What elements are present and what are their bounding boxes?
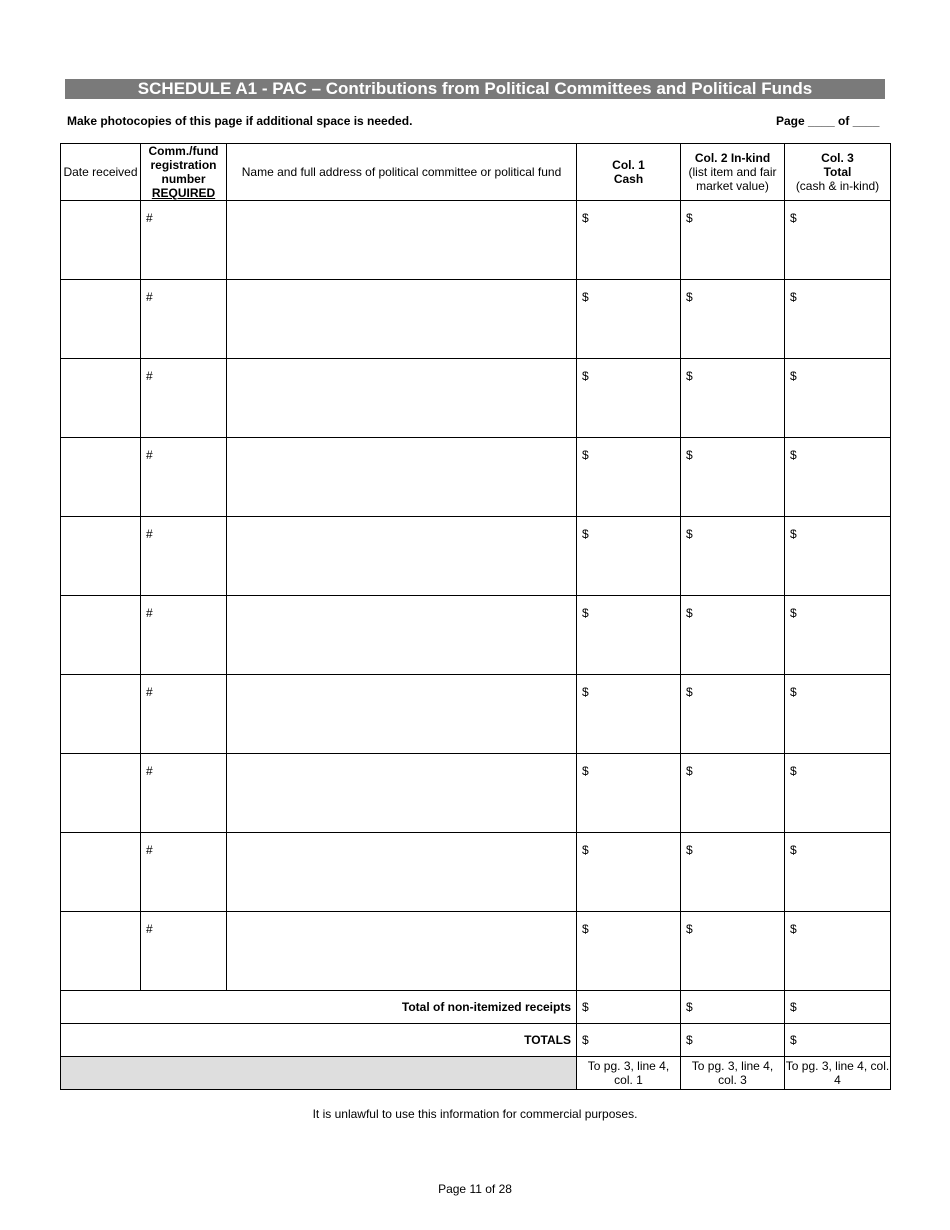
registration-cell[interactable] [141,201,227,280]
header-col2-sub: (list item and fair market value) [688,165,777,193]
table-row [61,912,891,991]
in-kind-cell-symbol: $ [686,606,693,620]
date-cell[interactable] [61,912,141,991]
registration-cell[interactable] [141,754,227,833]
cash-cell-symbol: $ [582,606,589,620]
total-cell-symbol: $ [790,369,797,383]
date-cell[interactable] [61,280,141,359]
in-kind-cell[interactable] [681,675,785,754]
registration-cell[interactable] [141,438,227,517]
registration-cell-symbol: # [146,843,153,857]
cash-cell[interactable] [577,596,681,675]
name-address-cell[interactable] [227,280,577,359]
photocopy-instruction: Make photocopies of this page if additional space is needed. [67,114,413,128]
table-row [61,833,891,912]
date-cell[interactable] [61,201,141,280]
total-cell[interactable] [785,359,891,438]
total-cell-symbol: $ [790,211,797,225]
registration-cell[interactable] [141,912,227,991]
table-row [61,359,891,438]
date-cell[interactable] [61,833,141,912]
cash-cell[interactable] [577,438,681,517]
in-kind-cell-symbol: $ [686,290,693,304]
in-kind-cell-symbol: $ [686,448,693,462]
in-kind-cell[interactable] [681,438,785,517]
table-row [61,754,891,833]
in-kind-cell-symbol: $ [686,764,693,778]
in-kind-cell-symbol: $ [686,211,693,225]
header-col3-sub: (cash & in-kind) [795,179,880,193]
table-row [61,438,891,517]
registration-cell-symbol: # [146,922,153,936]
footer-reference-row [61,1057,891,1090]
page-number: Page 11 of 28 [438,1182,512,1196]
header-col3 [785,144,891,201]
in-kind-cell-symbol: $ [686,527,693,541]
registration-cell[interactable] [141,675,227,754]
in-kind-cell-symbol: $ [686,685,693,699]
header-col2-title: Col. 2 In-kind [694,151,771,165]
page-of-field[interactable]: Page ____ of ____ [776,114,880,128]
cash-cell[interactable] [577,517,681,596]
cash-cell[interactable] [577,912,681,991]
registration-cell-symbol: # [146,685,153,699]
totals-col1[interactable]: $ [577,1024,681,1057]
total-cell-symbol: $ [790,922,797,936]
totals-col2[interactable]: $ [681,1024,785,1057]
in-kind-cell[interactable] [681,912,785,991]
header-registration-label: Comm./fund registration number [148,144,219,186]
shaded-cell [61,1057,577,1090]
total-cell[interactable] [785,596,891,675]
registration-cell-symbol: # [146,211,153,225]
total-cell-symbol: $ [790,685,797,699]
name-address-cell[interactable] [227,517,577,596]
header-col1 [577,144,681,201]
footer-ref-col2: To pg. 3, line 4, col. 3 [681,1057,785,1090]
total-cell-symbol: $ [790,527,797,541]
table-row [61,517,891,596]
total-cell[interactable] [785,280,891,359]
registration-cell[interactable] [141,517,227,596]
table-row [61,596,891,675]
date-cell[interactable] [61,438,141,517]
header-registration-number [141,144,227,201]
non-itemized-col3[interactable]: $ [785,991,891,1024]
cash-cell-symbol: $ [582,764,589,778]
in-kind-cell-symbol: $ [686,843,693,857]
header-col1-sub: Cash [613,172,644,186]
date-cell[interactable] [61,675,141,754]
in-kind-cell[interactable] [681,754,785,833]
date-cell[interactable] [61,754,141,833]
totals-row [61,1024,891,1057]
in-kind-cell[interactable] [681,833,785,912]
in-kind-cell[interactable] [681,280,785,359]
cash-cell-symbol: $ [582,527,589,541]
header-name-address: Name and full address of political committee or political fund [227,144,577,201]
footer-ref-col3: To pg. 3, line 4, col. 4 [785,1057,891,1090]
table-row [61,280,891,359]
cash-cell[interactable] [577,675,681,754]
table-row [61,675,891,754]
total-cell-symbol: $ [790,843,797,857]
table-row [61,201,891,280]
footer-ref-col1: To pg. 3, line 4, col. 1 [577,1057,681,1090]
total-cell[interactable] [785,517,891,596]
total-cell[interactable] [785,675,891,754]
name-address-cell[interactable] [227,912,577,991]
total-cell[interactable] [785,754,891,833]
summary-row [61,991,891,1024]
cash-cell-symbol: $ [582,843,589,857]
name-address-cell[interactable] [227,754,577,833]
commercial-use-disclaimer: It is unlawful to use this information for commercial purposes. [312,1107,638,1121]
non-itemized-col2[interactable]: $ [681,991,785,1024]
in-kind-cell[interactable] [681,359,785,438]
total-cell-symbol: $ [790,290,797,304]
cash-cell[interactable] [577,754,681,833]
registration-cell-symbol: # [146,448,153,462]
cash-cell-symbol: $ [582,922,589,936]
registration-cell[interactable] [141,596,227,675]
header-col2 [681,144,785,201]
cash-cell[interactable] [577,280,681,359]
date-cell[interactable] [61,517,141,596]
cash-cell-symbol: $ [582,369,589,383]
total-cell[interactable] [785,833,891,912]
totals-col3[interactable]: $ [785,1024,891,1057]
total-cell-symbol: $ [790,448,797,462]
cash-cell-symbol: $ [582,685,589,699]
total-cell[interactable] [785,201,891,280]
schedule-title: SCHEDULE A1 - PAC – Contributions from Political Committees and Political Funds [65,79,885,99]
registration-cell-symbol: # [146,606,153,620]
non-itemized-label: Total of non-itemized receipts [61,991,577,1024]
cash-cell-symbol: $ [582,448,589,462]
total-cell[interactable] [785,912,891,991]
cash-cell-symbol: $ [582,211,589,225]
header-col3-mid: Total [823,165,852,179]
in-kind-cell-symbol: $ [686,922,693,936]
registration-cell-symbol: # [146,369,153,383]
non-itemized-col1[interactable]: $ [577,991,681,1024]
registration-cell[interactable] [141,359,227,438]
header-required-label: REQUIRED [151,186,216,200]
table-header-row [61,144,891,201]
in-kind-cell[interactable] [681,596,785,675]
cash-cell-symbol: $ [582,290,589,304]
header-date-received: Date received [61,144,141,201]
header-col1-title: Col. 1 [612,158,645,172]
name-address-cell[interactable] [227,359,577,438]
name-address-cell[interactable] [227,833,577,912]
name-address-cell[interactable] [227,438,577,517]
name-address-cell[interactable] [227,201,577,280]
registration-cell[interactable] [141,833,227,912]
registration-cell[interactable] [141,280,227,359]
date-cell[interactable] [61,596,141,675]
totals-label: TOTALS [61,1024,577,1057]
total-cell-symbol: $ [790,606,797,620]
in-kind-cell[interactable] [681,517,785,596]
in-kind-cell[interactable] [681,201,785,280]
name-address-cell[interactable] [227,675,577,754]
in-kind-cell-symbol: $ [686,369,693,383]
total-cell[interactable] [785,438,891,517]
date-cell[interactable] [61,359,141,438]
contributions-table [60,143,891,1090]
cash-cell[interactable] [577,359,681,438]
registration-cell-symbol: # [146,764,153,778]
name-address-cell[interactable] [227,596,577,675]
total-cell-symbol: $ [790,764,797,778]
cash-cell[interactable] [577,201,681,280]
registration-cell-symbol: # [146,290,153,304]
cash-cell[interactable] [577,833,681,912]
registration-cell-symbol: # [146,527,153,541]
header-col3-title: Col. 3 [821,151,854,165]
